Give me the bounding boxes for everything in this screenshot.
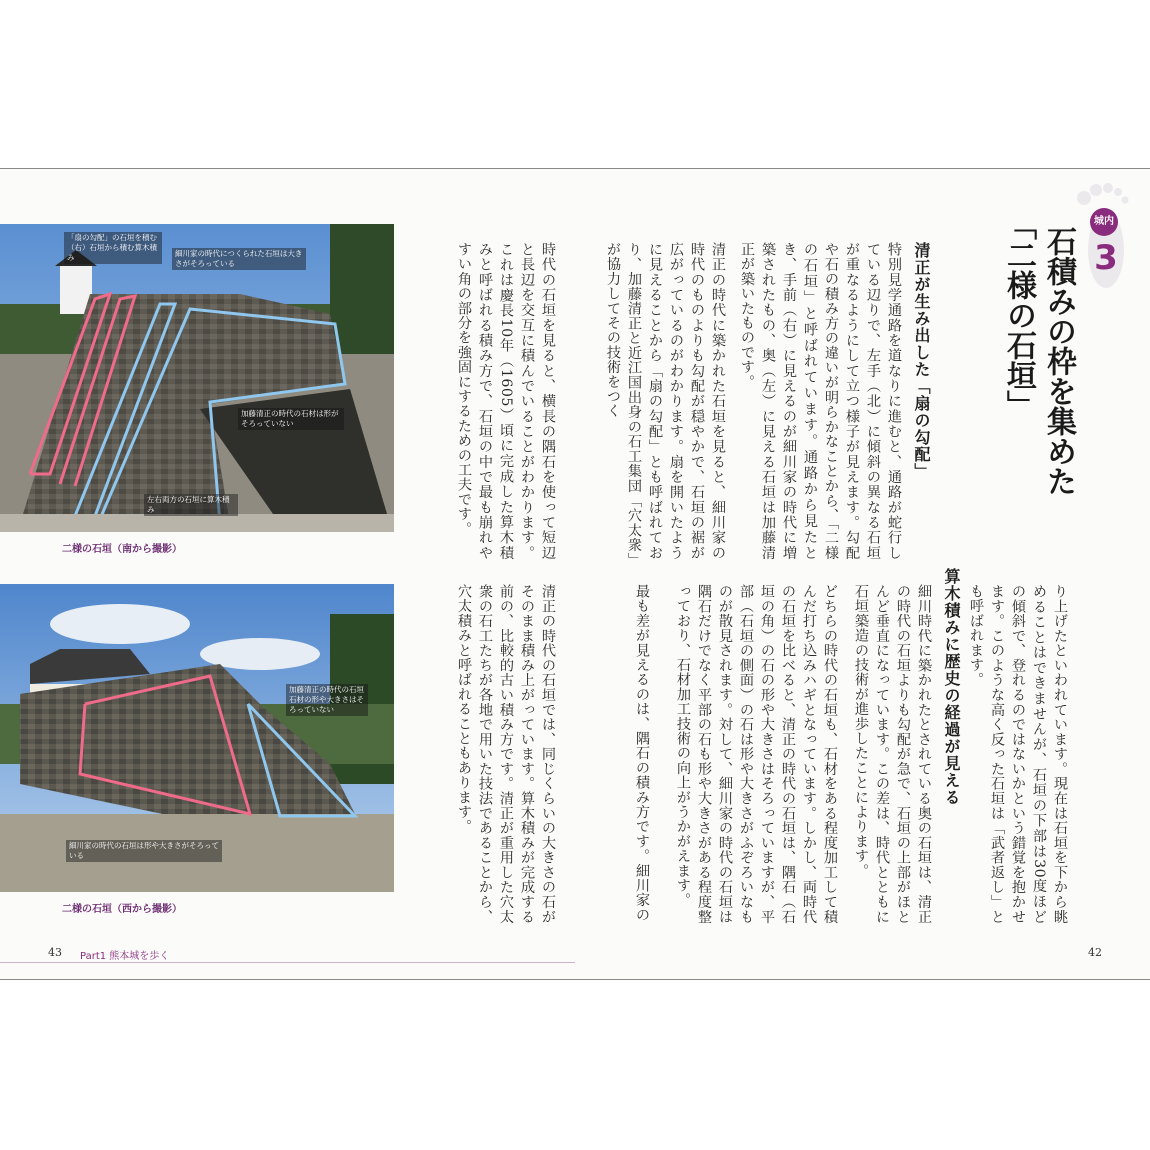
section2-text-1: 細川時代に築かれたとされている奥の石垣は、清正の時代の石垣よりも勾配が急で、石垣の上部がほとんど垂直になっています。この差は、時代とともに石垣築造の技術が進歩したことによります。 bbox=[853, 584, 932, 924]
page-title-line2: 「二様の石垣」 bbox=[1001, 210, 1036, 420]
badge-number: 3 bbox=[1094, 238, 1118, 278]
running-head: Part1 熊本城を歩く bbox=[80, 951, 170, 962]
photo1-note-4: 左右両方の石垣に算木積み bbox=[144, 494, 238, 516]
badge-label: 城内 bbox=[1094, 216, 1114, 227]
section1-continuation: り上げたといわれています。現在は石垣を下から眺めることはできませんが、石垣の下部は30度ほどの傾斜で、登れるのではないかという錯覚を抱かせます。このような高く反った石垣は「武者返し」とも呼ばれます。 bbox=[968, 584, 1068, 924]
bottom-border bbox=[0, 979, 1150, 980]
left-text-2: 清正の時代の石垣では、同じくらいの大きさの石がそのまま積み上がっています。算木積みが完成する前の、比較的古い積み方です。清正が重用した穴太衆の石工たちが各地で用いた技法であることから、穴太積みと呼ばれることもあります。 bbox=[456, 584, 556, 924]
photo-stone-wall-south bbox=[0, 224, 394, 532]
top-border bbox=[0, 168, 1150, 169]
page-title-line1: 石積みの枠を集めた bbox=[1041, 226, 1076, 496]
section1-text-1: 特別見学通路を道なりに進むと、通路が蛇行している辺りで、左手（北）に傾斜の異なる石垣が重なるようにして立つ様子が見えます。勾配や石の積み方の違いが明らかなことから、「二様の石垣」と呼ばれています。通路から見たとき、手前（右）に見えるのが細川家の時代に増築されたもの、奥（左）に見える石垣は加藤清正が築いたものです。 bbox=[739, 242, 902, 560]
photo2-note-1: 加藤清正の時代の石垣石材の形や大きさはそろっていない bbox=[286, 684, 368, 716]
section2-text-3: 最も差が見えるのは、隅石の積み方です。細川家の bbox=[634, 584, 650, 923]
section2-heading: 算木積みに歴史の経過が見える bbox=[942, 568, 961, 806]
stone-wall-illustration-1 bbox=[0, 224, 394, 532]
photo1-note-2: 細川家の時代につくられた石垣は大きさがそろっている bbox=[172, 248, 306, 270]
photo2-note-2: 細川家の時代の石垣は形や大きさがそろっている bbox=[66, 840, 222, 862]
photo2-caption: 二様の石垣（西から撮影） bbox=[62, 904, 182, 915]
section1-text-2: 清正の時代に築かれた石垣を見ると、細川家の時代のものよりも勾配が穏やかで、石垣の裾が広がっているのがわかります。扇を開いたように見えることから「扇の勾配」とも呼ばれており、加藤清正と近江国出身の石工集団「穴太衆」が協力してその技術をつく bbox=[605, 242, 726, 560]
section1-heading: 清正が生み出した「扇の勾配」 bbox=[912, 242, 931, 480]
badge bbox=[1090, 208, 1120, 288]
photo-stone-wall-west bbox=[0, 584, 394, 892]
photo1-note-3: 加藤清正の時代の石材は形がそろっていない bbox=[238, 408, 344, 430]
photo1-note-1: 「扇の勾配」の石垣を積む（右）石垣から積む算木積み bbox=[64, 232, 162, 264]
photo1-caption: 二様の石垣（南から撮影） bbox=[62, 544, 182, 555]
left-text-1: 時代の石垣を見ると、横長の隅石を使って短辺と長辺を交互に積んでいることがわかります。これは慶長10年（1605）頃に完成した算木積みと呼ばれる積み方で、石垣の中で最も崩れやすい角の部分を強固にするための工夫です。 bbox=[456, 242, 556, 560]
footer-rule-left bbox=[0, 962, 575, 963]
page-number-left: 43 bbox=[48, 946, 62, 959]
section2-text-2: どちらの時代の石垣も、石材をある程度加工して積んだ打ち込みハギとなっています。しかし、両時代の石垣を比べると、清正の時代の石垣は、隅石（石垣の角）の石の形や大きさはそろっていますが、平部（石垣の側面）の石は形や大きさがふぞろいなものが散見されます。対して、細川家の時代の石垣は隅石だけでなく平部の石も形や大きさがある程度整っており、石材加工技術の向上がうかがえます。 bbox=[675, 584, 838, 924]
page-number-right: 42 bbox=[1088, 946, 1102, 959]
